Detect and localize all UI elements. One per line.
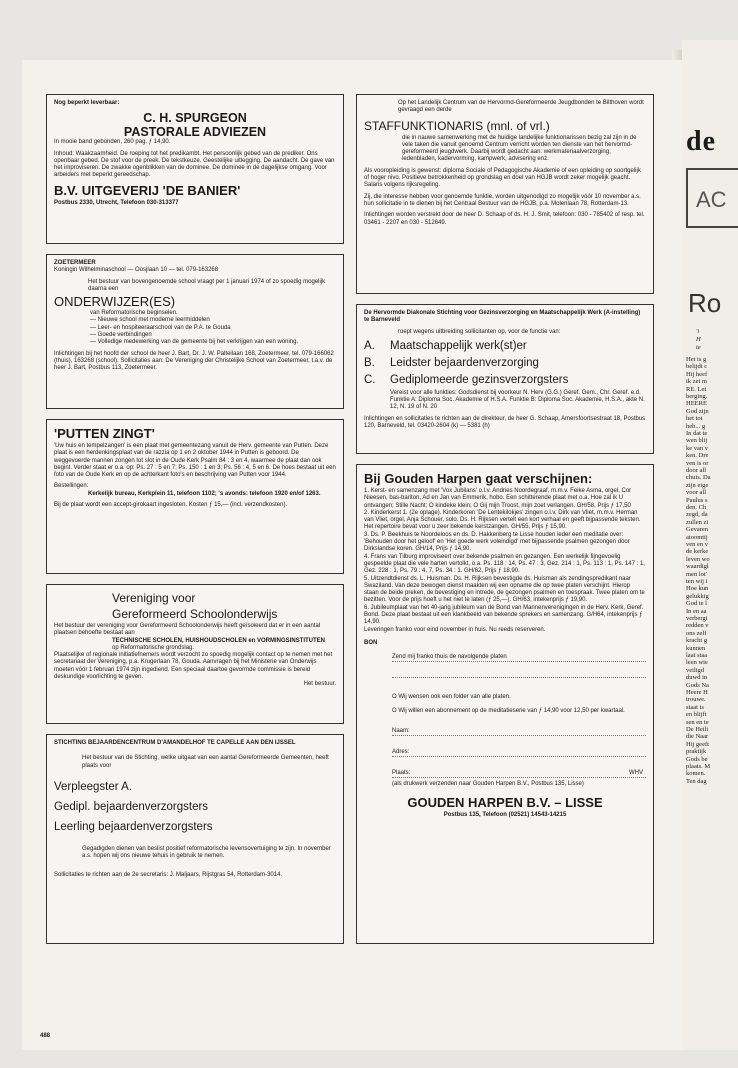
article-line: ven is or (686, 459, 709, 467)
bon-note: (als drukwerk verzenden naar Gouden Harpen B.V., Postbus 135, Lisse) (392, 780, 584, 787)
article-line: het tot (686, 415, 703, 423)
list-item: — Goede verbindingen (90, 332, 152, 339)
diakonale-org: De Hervormde Diakonale Stichting voor Gezinsverzorging en Maatschappelijk Werk (A-instelling) te Barneveld (364, 310, 641, 324)
article-line: ken. Dre (686, 452, 709, 460)
list-item: 4. Frans van Tilburg improviseert over bekende psalmen en gezangen. Een werkelijk fijngevoelig gespeelde plaat die vele harten vertolkt, o.a. Ps. 118 : 14, Ps. 47 : 3, Gez. 214 : 1, Ps. 113 : 1, Ps. 147 : 1, Gez. 228 : 1, Ps. 79 : 4, 7, Ps. 34 : 1. GH/62, Prijs ƒ 18,90. (364, 553, 645, 575)
amandelhof-requirement: Gegadigden dienen van beslist positief reformatorische levensovertuiging te zijn. In november a.s. hopen wij ons nieuwe tehuis in gebruik te nemen. (82, 845, 331, 860)
article-line: Ten dag (686, 777, 707, 785)
function-letter: C. (364, 373, 376, 386)
position: Verpleegster A. (54, 780, 132, 793)
list-item: 1. Kerst- en samenzang met 'Vox Jubilans' o.l.v. Andries Noordegraaf, m.m.v. Feike Asma, orgel, Cor Nieesen, bas-bariton, Ad en Jan van Emmerik, hobo. Een schitterende plaat met o.a. Hoe zal ik U ontvangen; Stille Nacht; O kindeke klein; O Gij mijn Troost, mijn zoet verlangen. GH/58, Prijs ƒ 17,50 (364, 488, 632, 509)
subscription-option[interactable]: O Wij willen een abonnement op de meditatieserie van ƒ 14,90 voor 12,50 per kwartaal. (392, 707, 625, 714)
gouden-harpen-ad (356, 464, 654, 944)
landelijk-duties: die in nauwe samenwerking met de huidige landelijke funktionarissen bezig zal zijn in de vele taken die vanuit genoemd Centrum verricht worden ten dienste van het hervormd-gereformeerd jeugdwerk. Daarbij wordt gedacht aan: werkmateriaalverzorging, ledenbladen, kadervorming, kampwerk, advisering enz. (402, 134, 637, 163)
list-item: 2. Kinderkerst 1. (2e oplage). Kinderkoren 'De Lentekilokjes' zingen o.l.v. Dirk van Vliet, m.m.v. Herman van Vliet, orgel, Anja Schouer, solo. Ds. H. Rijksen vertelt een kort verhaal en geeft bijpassende teksten. Het repertoire bevat voor u zeer bekende kerstzangen. GH/55, Prijs ƒ 15,90. (364, 509, 641, 531)
publisher-address: Postbus 2330, Utrecht, Telefoon 030-313377 (54, 199, 179, 206)
putten-title: 'PUTTEN ZINGT' (54, 426, 155, 441)
list-item: 6. Jubileumplaat van het 40-jarig jubileum van de Bond van Mannenverenigingen in de Herv. Kerk, Geref. Bond. Deze plaat bestaat uit een klankbeeld van bekende sprekers en samenzang. G/H64, intekenprijs ƒ 14,90. (364, 604, 644, 626)
left-page (22, 60, 682, 1050)
article-line: redden v (686, 622, 709, 630)
list-item: 5. Uitzendtdienst ds. L. Huisman. Ds. H. Rijksen bevestigde ds. Huisman als zendingspredikant naar Swaziland. Van deze bewogen dienst maakten wij een opname die op twee platen verschijnt. Hierop staan de beide preken, de bevestiging en intrede, de gezongen psalmen en toespraak. Twee platen om te bezitten. Voor de prijs hoeft u het niet te laten (ƒ 25,—). GH/63, intekenprijs ƒ 19,90. (364, 575, 645, 604)
function-row (364, 373, 646, 387)
headline-fragment: Ro (688, 288, 722, 318)
send-line[interactable] (392, 653, 646, 662)
function-title: Maatschappelijk werk(st)er (390, 339, 527, 352)
landelijk-p3: Inlichtingen worden verstrekt door de heer D. Schaap of ds. H. J. Smit, telefoon: 030 - 785402 of resp. tel. 03461 - 2207 en 030 - 512649. (364, 212, 645, 226)
article-line: Het is g (686, 356, 707, 363)
article-line: kracht g (686, 637, 708, 645)
putten-ad (46, 419, 344, 574)
article-line: praktijk (686, 748, 707, 756)
article-line: door all (686, 467, 707, 474)
article-line: God zijn (686, 407, 709, 415)
vacancy-heading: ONDERWIJZER(ES) (54, 294, 176, 310)
article-line: ten wij i (686, 578, 708, 585)
gouden-footer-address: Postbus 135, Telefoon (02521) 14543-14215 (443, 812, 567, 819)
article-line: berging. (686, 393, 708, 400)
place-field[interactable] (392, 769, 646, 778)
orders-label: Bestellingen: (54, 483, 89, 490)
article-line: zegd, da (686, 511, 708, 519)
vereniging-sign: Het bestuur. (303, 681, 336, 688)
amandelhof-org: STICHTING BEJAARDENCENTRUM D'AMANDELHOF TE CAPELLE AAN DEN IJSSEL (54, 740, 296, 746)
diakonale-requirements: Vereist voor alle funkties: Godsdienst bij voorkeur N. Herv (G.G.) Geref. Gem., Chr. Geref. e.d. Funktie A: Diploma Soc. Akademie of H.S.A. Funktie B: Diploma Soc. Akademie, H.S.A., akte N. 12, N. 19 of N. 20 (390, 389, 645, 411)
subheadline-line: H (696, 336, 701, 343)
position: Leerling bejaardenverzorgsters (54, 820, 213, 833)
send-label: Zend mij franko thuis de navolgende platen (392, 654, 510, 661)
author: C. H. SPURGEON (143, 111, 247, 126)
book-title: PASTORALE ADVIEZEN (123, 125, 267, 140)
article-line: zijn eige (686, 481, 709, 489)
vereniging-body-1: Het bestuur der vereniging voor Gereformeerd Schoolonderwijs heeft geïsoleerd dat er in een aantal plaatsen behoefte bestaat aan (54, 623, 321, 637)
landelijk-ad (356, 94, 654, 294)
landelijk-p1: Als vooropleiding is gewenst: diploma Sociale of Pedagogische Akademie of een opleiding op soortgelijk of hoger nivo. Positieve betrokkenheid op grondslag en doel van HGJB wordt zeker mogelijk geacht. Salaris volgens rijksregeling. (364, 167, 641, 189)
article-line: laat staa (686, 652, 708, 659)
bon-label: BON (364, 639, 378, 646)
order-form (364, 653, 646, 788)
article-line: staat is (686, 703, 704, 711)
right-page (682, 40, 738, 1050)
amandelhof-intro: Het bestuur van de Stichting, welke uitgaat van een aantal Gereformeerde Gemeenten, heeft plaats voor (82, 755, 329, 769)
position: Gedipl. bejaardenverzorgsters (54, 800, 209, 813)
zoetermeer-ad (46, 254, 344, 409)
article-line: Gods be (686, 755, 708, 763)
list-item: 3. Ds. P. Beekhuis te Noordeloos en ds. D. Hakkenberg te Lisse houden ieder een meditatie over: 'Behouden door het geloof' en 'Het goede werk voleindigd' met bijpassende psalmen gezongen door Dirkslandse koren. GH/14, Prijs ƒ 14,90. (364, 531, 630, 553)
whv-code: WHV (629, 770, 646, 777)
publisher: B.V. UITGEVERIJ 'DE BANIER' (54, 182, 241, 198)
page-number: 488 (40, 1033, 51, 1039)
article-line: In en aa (686, 607, 707, 615)
contact-info: Inlichtingen bij het hoofd der school de heer J. Bart, Dr. J. W. Palteilaan 168, Zoetermeer, tel. 079-166062 (thuis), 163268 (school). Sollicitaties aan: De Vereniging der Christelijke School van Zoetermeer, t.a.v. de heer J. Bart, Postbus 113, Zoetermeer. (54, 350, 334, 372)
article-line: verbergi (686, 615, 708, 622)
article-line: en blijft (686, 711, 707, 719)
landelijk-p2: Zij, die interesse hebben voor genoemde funktie, worden uitgenodigd zo mogelijk vóór 10 november a.s. hun sollicitatie in te dienen bij het Centraal Bestuur van de HGJB, p.a. Molenlaan 78, Rotterdam-13. (364, 193, 641, 207)
landelijk-heading: STAFFUNKTIONARIS (mnl. of vrl.) (364, 118, 550, 133)
vereniging-body-2: Plaatselijke of regionale initiatiefnemers wordt verzocht zo spoedig mogelijk contact op te nemen met het secretariaat der Vereniging, p.a. Krugerlaan 78, Gouda. Aanvragen bij het Ministerie van Onderwijs moeten vóór 1 februari 1974 zijn ingediend. Een speciaal daartoe gevormde commissie is bereid deskundige voorlichting te geven. (54, 652, 333, 681)
article-line: leen wie (686, 659, 708, 667)
subheadline-line: 'i (696, 328, 700, 335)
masthead-fragment: de (686, 126, 716, 157)
delivery-note: Leveringen franko voor eind november in huis. Nu reeds reserveren. (364, 626, 546, 633)
article-line: gelukkig (686, 592, 709, 600)
article-line: plaats. M (686, 763, 711, 770)
putten-body: 'Uw huis en tempelzangen' is een plaat met gemeentezang vanuit de Herv. gemeente van Putten. Deze plaat is een herdenkingsplaat van de razzia op 1 en 2 oktober 1944 in Putten is geboord. De weggevoerde mannen zongen tot slot in de Oude Kerk Psalm 84 : 3 en 4, waarmee de plaat dan ook begint. Verder staat er o.a. op: Ps. 27 : 5 en 7; Ps. 150 : 1 en 3; Ps. 56 : 4, 5 en 6. De hoes bestaat uit een foto van de Oude Kerk en op de achterkant foto's en beschrijving van Putten voor 1944. (54, 443, 336, 479)
function-letter: B. (364, 356, 375, 369)
list-item: van Reformatorische beginselen. (90, 310, 178, 317)
article-line: de kerke (686, 548, 709, 556)
article-line: veiligd (686, 666, 705, 674)
list-item: — Nieuwe school met moderne leermiddelen (90, 317, 210, 324)
article-line: belijdt c (686, 363, 708, 371)
spurgeon-ad (46, 94, 344, 244)
diakonale-contact: Inlichtingen en sollicitaties te richten aan de direkteur, de heer G. Schaap, Amersfoortsestraat 18, Postbus 120, Barneveld, tel. 03420-2604 (k) — 5381 (h) (364, 415, 646, 430)
article-line: ven en v (686, 541, 709, 548)
article-line: leven wo (686, 555, 710, 563)
function-row (364, 356, 646, 370)
article-line: HEERE (686, 400, 707, 408)
box-fragment: AC (686, 168, 738, 228)
list-item: — Volledige medewerking van de gemeente bij het verkrijgen van een woning. (90, 339, 299, 346)
function-title: Leidster bejaardenverzorging (390, 356, 539, 369)
article-line: trouwe. (686, 696, 706, 704)
vereniging-title-1: Vereniging voor (112, 591, 196, 605)
article-line: Hij geeft (686, 740, 709, 748)
article-line: waardigl (686, 563, 709, 571)
article-line: die Naar (686, 733, 709, 741)
diakonale-ad (356, 304, 654, 454)
article-line: kunnen (686, 644, 706, 652)
article-line: atoomtij (686, 533, 708, 541)
article-line: Gods Na (686, 681, 709, 689)
orders: Kerkelijk bureau, Kerkplein 11, telefoon 1102; 's avonds: telefoon 1920 en/of 1263. (88, 490, 321, 497)
amandelhof-ad (46, 734, 344, 944)
article-line: men lot' (686, 570, 707, 578)
landelijk-intro: Op het Landelijk Centrum van de Hervormd-Gereformeerde Jeugdbonden te Bilthoven wordt gevraagd een derde (398, 100, 644, 114)
article-line: ik zet m (686, 378, 707, 386)
edition: In mooie band gebonden, 260 pag. ƒ 14,90. (54, 139, 171, 146)
vereniging-ad (46, 584, 344, 724)
article-line: Gevaren (686, 526, 709, 534)
school-address: Koningin Wilhelminaschool — Oosjlaan 10 — tel. 079-163268 (54, 267, 219, 274)
function-title: Gediplomeerde gezinsverzorgsters (390, 373, 569, 386)
gouden-footer-name: GOUDEN HARPEN B.V. – LISSE (407, 795, 603, 811)
article-line: wen blij (686, 437, 708, 445)
vacancy-intro: Het bestuur van bovengenoemde school vraagt per 1 januari 1974 of zo spoedig mogelijk daarna een (88, 278, 326, 292)
putten-note: Bij de plaat wordt een accept-girokaart ingesloten. Kosten ƒ 15,— (incl. verzendkosten). (54, 502, 288, 509)
article-line: voor all (686, 489, 707, 497)
blank-line[interactable] (392, 669, 646, 678)
place-label: Plaats: (392, 770, 413, 777)
article-line: komen. (686, 770, 706, 778)
school-city: ZOETERMEER (54, 260, 96, 266)
address-label: Adres: (392, 749, 412, 756)
article-line: Heere H (686, 689, 708, 696)
folder-option[interactable]: O Wij wensen ook een folder van alle platen. (392, 694, 511, 701)
article-line: De Heili (686, 726, 709, 733)
article-line: ke van v (686, 444, 709, 452)
article-line: zullen zi (686, 518, 709, 526)
article-line: Hoe kun (686, 585, 709, 593)
article-line: Paulus s (686, 496, 708, 504)
contents: Inhoud: Waakzaamheid. De roeping tot het predikambt. Het persoonlijk gebed van de prediker. Ons openbaar gebed. De stof voor de preek. De tekstkeuze. Geestelijke uitlegging. De aandacht. De gave van het improviseren. De zwakke ogenblikken van de dominee. De dominee in de dagelijkse omgang. Voor arbeiders met beperkt gereedschap. (54, 150, 335, 179)
article-line: chuis. Da (686, 474, 711, 482)
article-line: duwd in (686, 674, 708, 682)
article-line: In dat te (686, 430, 708, 437)
function-letter: A. (364, 339, 375, 352)
kicker: Nog beperkt leverbaar: (54, 100, 120, 106)
article-line: God te l (686, 600, 707, 608)
vereniging-title-2: Gereformeerd Schoolonderwijs (112, 607, 278, 621)
list-item: — Leer- en hospiteeraarschool van de P.A. te Gouda (90, 324, 231, 331)
diakonale-intro: roept wegens uitbreiding sollicitanten op, voor de functie van: (398, 328, 561, 335)
article-line: Hij heef (686, 370, 708, 378)
name-label: Naam: (392, 728, 413, 735)
amandelhof-contact: Sollicitaties te richten aan de 2e secretaris: J. Maljaars, Rijstgras 54, Rotterdam-3014. (54, 872, 283, 879)
article-line: RE. Let (686, 385, 707, 393)
school-types: TECHNISCHE SCHOLEN, HUISHOUDSCHOLEN en VORMINGSINSTITUTEN (112, 637, 326, 644)
article-line: heb... g (686, 422, 706, 430)
gouden-title: Bij Gouden Harpen gaat verschijnen: (364, 471, 593, 486)
name-field[interactable] (392, 727, 646, 736)
article-line: ons zelf (686, 629, 707, 637)
subheadline-line: te (696, 344, 701, 351)
article-line: den. Ch (686, 504, 707, 511)
article-line: sen en te (686, 718, 709, 726)
function-row (364, 339, 646, 353)
address-field[interactable] (392, 748, 646, 757)
school-types-note: op Reformatorische grondslag. (112, 644, 195, 651)
